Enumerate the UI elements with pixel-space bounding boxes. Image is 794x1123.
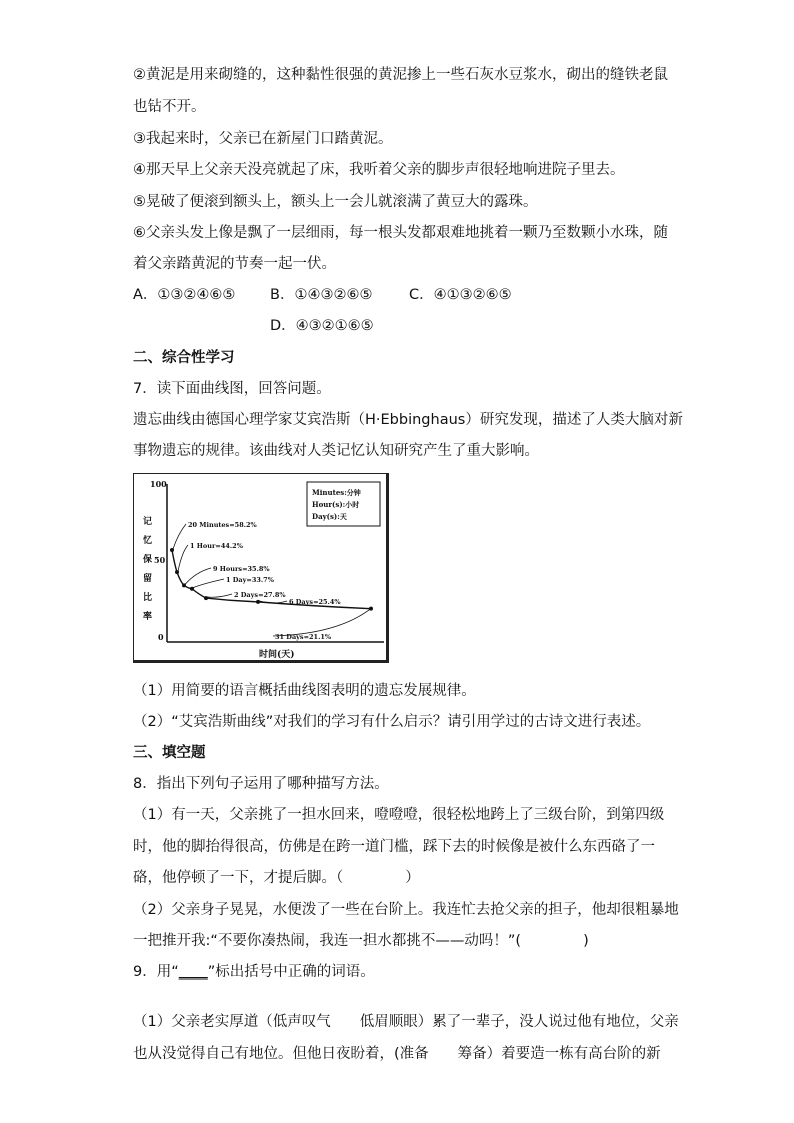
forgetting-curve-chart — [133, 473, 389, 663]
option-a: A．①③②④⑥⑤ — [133, 287, 236, 303]
sentence-5: ⑤晃破了便滚到额头上，额头上一会儿就滚满了黄豆大的露珠。 — [133, 194, 538, 210]
sentence-6-line2: 着父亲踏黄泥的节奏一起一伏。 — [133, 256, 336, 272]
close-paren: ) — [583, 933, 589, 949]
option-c: C．④①③②⑥⑤ — [409, 287, 512, 303]
question-8-2-line1: （2）父亲身子晃晃，水便泼了一些在台阶上。我连忙去抢父亲的担子，他却很粗暴地 — [133, 902, 679, 918]
question-7-2: （2）“艾宾浩斯曲线”对我们的学习有什么启示？请引用学过的古诗文进行表述。 — [133, 714, 651, 730]
data-label: 31 Days=21.1% — [275, 633, 332, 641]
data-label-leader — [173, 524, 186, 549]
y-tick-100: 100 — [150, 479, 167, 489]
question-9-prefix: 9．用“ — [133, 964, 179, 980]
question-7-desc-line2: 事物遗忘的规律。该曲线对人类记忆认知研究产生了重大影响。 — [133, 443, 539, 459]
data-label-leader — [178, 545, 188, 571]
legend-item-days: Day(s):天 — [312, 512, 347, 521]
data-point — [256, 600, 260, 604]
question-8-2-text: 一把推开我:“不要你凑热闹，我连一担水都挑不——动吗！”( — [133, 933, 522, 949]
y-axis-label-char: 保 — [143, 555, 153, 565]
y-axis-label-char: 率 — [143, 612, 153, 622]
legend-item-hours: Hour(s):小时 — [312, 500, 360, 509]
y-axis-label-char: 记 — [143, 517, 153, 527]
sentence-4: ④那天早上父亲天没亮就起了床，我听着父亲的脚步声很轻地响进院子里去。 — [133, 162, 625, 178]
data-label-leader — [193, 579, 224, 588]
question-9 — [133, 962, 375, 982]
question-8: 8．指出下列句子运用了哪种描写方法。 — [133, 776, 389, 792]
sentence-2-line2: 也钻不开。 — [133, 99, 206, 115]
question-9-1-line2: 也从没觉得自己有地位。但他日夜盼着，(准备 筹备）着要造一栋有高台阶的新 — [133, 1046, 661, 1062]
sentence-3: ③我起来时，父亲已在新屋门口踏黄泥。 — [133, 131, 393, 147]
legend-item-minutes: Minutes:分钟 — [312, 488, 361, 497]
question-9-1-line1: （1）父亲老实厚道（低声叹气 低眉顺眼）累了一辈子，没人说过他有地位，父亲 — [133, 1014, 679, 1030]
sentence-2-line1: ②黄泥是用来砌缝的，这种黏性很强的黄泥掺上一些石灰水豆浆水，砌出的缝铁老鼠 — [133, 67, 668, 83]
y-tick-50: 50 — [154, 555, 166, 565]
question-9-suffix: ”标出括号中正确的词语。 — [207, 964, 375, 980]
y-axis-label-char: 比 — [143, 593, 153, 603]
y-axis-label-char: 留 — [143, 574, 153, 584]
forgetting-curve — [170, 521, 373, 641]
data-point — [204, 596, 208, 600]
underline-marker: ____ — [178, 964, 208, 980]
x-axis-label: 时间(天) — [259, 650, 295, 660]
data-label: 1 Day=33.7% — [226, 576, 274, 584]
sentence-6-line1: ⑥父亲头发上像是飘了一层细雨，每一根头发都艰难地挑着一颗乃至数颗小水珠，随 — [133, 225, 668, 241]
question-8-1-text: 硌，他停顿了一下，才提后脚。（ — [133, 870, 344, 886]
data-label: 1 Hour=44.2% — [190, 542, 243, 550]
y-axis-label-char: 忆 — [143, 536, 153, 546]
data-label-leader — [207, 594, 232, 597]
data-label: 20 Minutes=58.2% — [188, 521, 257, 529]
question-7-desc-line1: 遗忘曲线由德国心理学家艾宾浩斯（H·Ebbinghaus）研究发现，描述了人类大脑对新 — [133, 412, 683, 428]
question-8-1-line1: （1）有一天，父亲挑了一担水回来，噔噔噔，很轻松地跨上了三级台阶，到第四级 — [133, 807, 665, 823]
option-d: D．④③②①⑥⑤ — [270, 318, 374, 334]
question-8-1-line2: 时，他的脚抬得很高，仿佛是在跨一道门槛，踩下去的时候像是被什么东西硌了一 — [133, 839, 655, 855]
y-tick-0: 0 — [158, 632, 164, 642]
section-heading-2: 二、综合性学习 — [133, 350, 235, 366]
close-paren: ） — [405, 870, 420, 886]
data-label-leader — [185, 568, 211, 584]
question-8-1-line3 — [133, 868, 420, 888]
question-8-2-line2 — [133, 931, 589, 951]
option-b: B．①④③②⑥⑤ — [270, 287, 373, 303]
data-label: 6 Days=25.4% — [289, 598, 341, 606]
data-label: 2 Days=27.8% — [234, 591, 286, 599]
question-7: 7．读下面曲线图，回答问题。 — [133, 381, 331, 397]
data-label: 9 Hours=35.8% — [213, 565, 270, 573]
question-7-1: （1）用简要的语言概括曲线图表明的遗忘发展规律。 — [133, 683, 476, 699]
data-label-leader — [273, 608, 372, 636]
section-heading-3: 三、填空题 — [133, 745, 206, 761]
y-axis-label — [142, 515, 152, 622]
